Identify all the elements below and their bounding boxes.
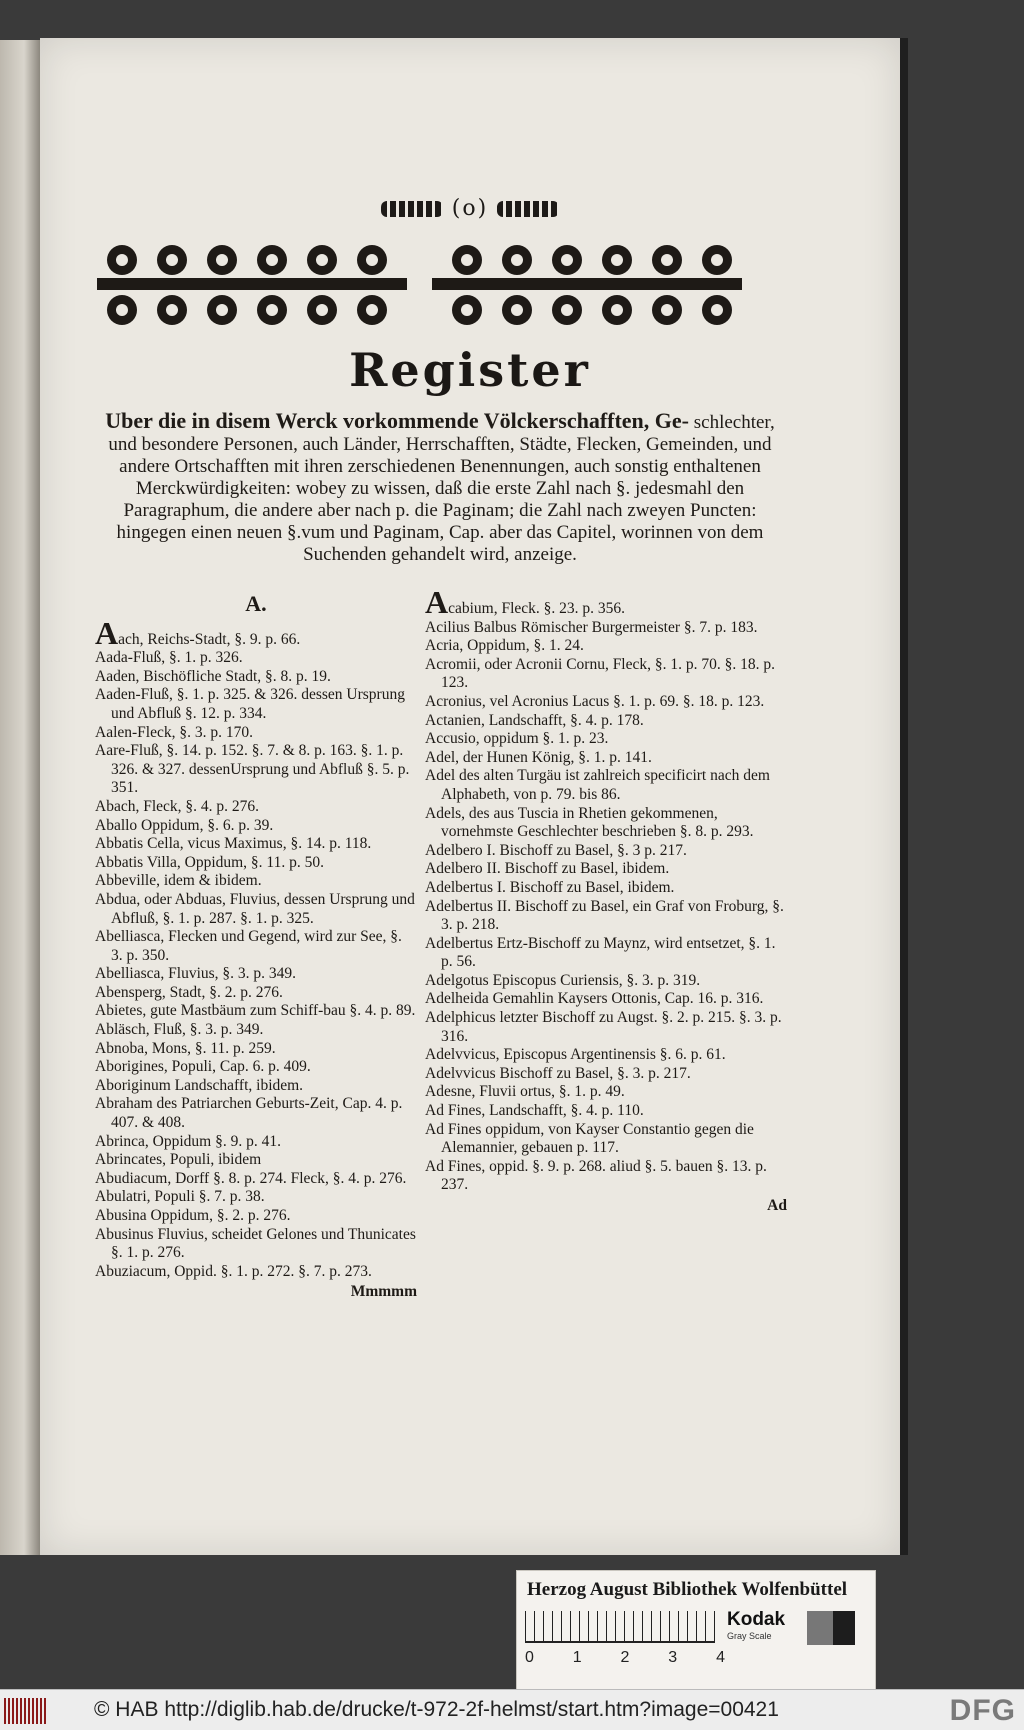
previous-leaf-edge bbox=[0, 40, 40, 1555]
index-entry: Actanien, Landschafft, §. 4. p. 178. bbox=[425, 711, 644, 729]
kodak-brand: Kodak bbox=[727, 1609, 786, 1630]
header-ornament-left-icon bbox=[381, 201, 443, 217]
ruler-digit: 0 bbox=[525, 1649, 534, 1666]
index-entry: Adelbertus I. Bischoff zu Basel, ibidem. bbox=[425, 878, 675, 896]
index-entry: Ad Fines, Landschafft, §. 4. p. 110. bbox=[425, 1102, 644, 1120]
ruler-digits bbox=[525, 1649, 725, 1667]
index-entry: Adelbertus Ertz-Bischoff zu Maynz, wird entsetzet, §. 1. p. 56. bbox=[425, 934, 776, 971]
index-entry: Abläsch, Fluß, §. 3. p. 349. bbox=[95, 1021, 264, 1039]
index-entry: Adelbero II. Bischoff zu Basel, ibidem. bbox=[425, 860, 670, 878]
hab-logo-icon bbox=[4, 1698, 46, 1724]
index-entry: Aboriginum Landschafft, ibidem. bbox=[95, 1076, 304, 1094]
index-entry: Abbeville, idem & ibidem. bbox=[95, 872, 262, 890]
gray-scale-label: Gray Scale bbox=[727, 1631, 772, 1641]
index-entry: Adelvvicus Bischoff zu Basel, §. 3. p. 217. bbox=[425, 1064, 691, 1082]
index-entry: Ad Fines, oppid. §. 9. p. 268. aliud §. 5. bauen §. 13. p. 237. bbox=[425, 1157, 767, 1194]
index-entry: Abbatis Cella, vicus Maximus, §. 14. p. 118. bbox=[95, 835, 372, 853]
floral-ornament-band bbox=[97, 238, 742, 333]
index-entry: Adelphicus letzter Bischoff zu Augst. §. 2. p. 215. §. 3. p. 316. bbox=[425, 1009, 782, 1045]
index-entry: Ad Fines oppidum, von Kayser Constantio gegen die Alemannier, gebauen p. 117. bbox=[425, 1120, 754, 1157]
index-entry: Aballo Oppidum, §. 6. p. 39. bbox=[95, 816, 274, 834]
index-entry: Adelbertus II. Bischoff zu Basel, ein Graf von Froburg, §. 3. p. 218. bbox=[425, 897, 784, 934]
left-entry-list bbox=[95, 614, 417, 1282]
ruler-digit: 3 bbox=[668, 1649, 678, 1666]
index-entry: Aaden-Fluß, §. 1. p. 325. & 326. dessen Ursprung und Abfluß §. 12. p. 334. bbox=[95, 686, 405, 722]
register-introduction bbox=[96, 410, 784, 566]
index-entry: Aare-Fluß, §. 14. p. 152. §. 7. & 8. p. 163. §. 1. p. 326. & 327. dessenUrsprung und Abfluß §. 5. p. 351. bbox=[95, 742, 410, 797]
index-entry: Adelbero I. Bischoff zu Basel, §. 3 p. 217. bbox=[425, 841, 687, 859]
library-name: Herzog August Bibliothek Wolfenbüttel bbox=[527, 1579, 848, 1600]
catchword: Ad bbox=[767, 1197, 787, 1214]
scanned-page bbox=[40, 38, 900, 1555]
index-entry: Acria, Oppidum, §. 1. 24. bbox=[425, 637, 584, 655]
floral-ornament-icon bbox=[97, 238, 742, 333]
index-entry: Adelheida Gemahlin Kaysers Ottonis, Cap. 16. p. 316. bbox=[425, 990, 764, 1008]
index-entry: Abdua, oder Abduas, Fluvius, dessen Ursprung und Abfluß, §. 1. p. 287. §. 1. p. 325. bbox=[95, 890, 415, 927]
copyright-url[interactable]: © HAB http://diglib.hab.de/drucke/t-972-2f-helmst/start.htm?image=00421 bbox=[94, 1698, 779, 1721]
index-entry: Aalen-Fleck, §. 3. p. 170. bbox=[95, 723, 253, 741]
index-entry: Accusio, oppidum §. 1. p. 23. bbox=[425, 730, 609, 748]
index-entry: Adel des alten Turgäu ist zahlreich specificirt nach dem Alphabeth, von p. 79. bis 86. bbox=[425, 767, 770, 803]
library-color-card bbox=[516, 1570, 876, 1698]
ruler-digit: 4 bbox=[716, 1649, 725, 1666]
footer-bar bbox=[0, 1689, 1024, 1730]
index-entry: Adelvvicus, Episcopus Argentinensis §. 6. p. 61. bbox=[425, 1046, 726, 1064]
section-letter: A. bbox=[245, 591, 267, 616]
index-entry: Abraham des Patriarchen Geburts-Zeit, Cap. 4. p. 407. & 408. bbox=[95, 1095, 403, 1132]
gray-patch-medium bbox=[807, 1611, 833, 1645]
index-entry: Abudiacum, Dorff §. 8. p. 274. Fleck, §. 4. p. 276. bbox=[95, 1169, 407, 1187]
index-entry: Abelliasca, Flecken und Gegend, wird zur See, §. 3. p. 350. bbox=[95, 928, 402, 964]
index-entry: Abbatis Villa, Oppidum, §. 11. p. 50. bbox=[95, 853, 324, 871]
index-entry: Abrincates, Populi, ibidem bbox=[95, 1151, 262, 1169]
left-index-column bbox=[95, 593, 417, 1302]
introduction-body: schlechter, und besondere Personen, auch Länder, Herrschafften, Städte, Flecken, Gemeinden, und andere Ortschafften mit ihren zerschiedenen Benennungen, auch sonstig enthaltenen Merckwürdigkeiten: wobey zu wissen, daß die erste Zahl nach §. jedesmahl den Paragraphum, die andere aber nach p. die Paginam; die Zahl nach zweyen Puncten: hingegen einen neuen §.vum und Paginam, Cap. aber das Capitel, worinnen von dem Suchenden gehandelt wird, anzeige. bbox=[108, 412, 775, 565]
index-entry: Abensperg, Stadt, §. 2. p. 276. bbox=[95, 983, 283, 1001]
index-entry: Abelliasca, Fluvius, §. 3. p. 349. bbox=[95, 965, 297, 983]
index-entry: Adels, des aus Tuscia in Rhetien gekommenen, vornehmste Geschlechter beschrieben §. 8. p. 293. bbox=[425, 804, 754, 841]
measurement-ruler-icon bbox=[525, 1611, 715, 1643]
index-entry: Aborigines, Populi, Cap. 6. p. 409. bbox=[95, 1058, 311, 1076]
index-entry: Acabium, Fleck. §. 23. p. 356. bbox=[425, 584, 626, 620]
index-entry: Adel, der Hunen König, §. 1. p. 141. bbox=[425, 748, 652, 766]
index-entry: Abietes, gute Mastbäum zum Schiff-bau §. 4. p. 89. bbox=[95, 1002, 416, 1020]
introduction-lead: Uber die in disem Werck vorkommende Völckerschafften, Ge- bbox=[105, 408, 689, 433]
index-entry: Abusina Oppidum, §. 2. p. 276. bbox=[95, 1207, 291, 1224]
register-title: Register bbox=[349, 343, 591, 397]
index-entry: Aach, Reichs-Stadt, §. 9. p. 66. bbox=[95, 614, 301, 651]
page-marker: (o) bbox=[451, 196, 489, 221]
index-entry: Abusinus Fluvius, scheidet Gelones und Thunicates §. 1. p. 276. bbox=[95, 1225, 416, 1262]
page-edge-shadow bbox=[900, 38, 908, 1555]
index-entry: Aaden, Bischöfliche Stadt, §. 8. p. 19. bbox=[95, 667, 331, 685]
index-entry: Acromii, oder Acronii Cornu, Fleck, §. 1. p. 70. §. 18. p. 123. bbox=[425, 655, 775, 692]
right-entry-list bbox=[425, 584, 787, 1195]
printer-signature: Mmmmm bbox=[350, 1283, 417, 1301]
index-entry: Adesne, Fluvii ortus, §. 1. p. 49. bbox=[425, 1083, 625, 1101]
page-header bbox=[40, 196, 900, 221]
ruler-digit: 2 bbox=[620, 1649, 630, 1666]
index-entry: Adelgotus Episcopus Curiensis, §. 3. p. 319. bbox=[425, 971, 701, 989]
gray-patch-dark bbox=[833, 1611, 855, 1645]
index-entry: Acronius, vel Acronius Lacus §. 1. p. 69. §. 18. p. 123. bbox=[425, 692, 765, 710]
index-entry: Abulatri, Populi §. 7. p. 38. bbox=[95, 1188, 265, 1206]
header-ornament-right-icon bbox=[497, 201, 559, 217]
index-entry: Abach, Fleck, §. 4. p. 276. bbox=[95, 797, 260, 815]
index-entry: Abnoba, Mons, §. 11. p. 259. bbox=[95, 1039, 276, 1057]
index-entry: Acilius Balbus Römischer Burgermeister §. 7. p. 183. bbox=[425, 618, 758, 636]
index-entry: Abuziacum, Oppid. §. 1. p. 272. §. 7. p. 273. bbox=[95, 1262, 372, 1280]
index-entry: Abrinca, Oppidum §. 9. p. 41. bbox=[95, 1132, 281, 1150]
dfg-logo: DFG bbox=[949, 1694, 1016, 1727]
right-index-column bbox=[425, 584, 787, 1216]
ruler-digit: 1 bbox=[572, 1649, 582, 1666]
index-entry: Aada-Fluß, §. 1. p. 326. bbox=[95, 649, 243, 667]
